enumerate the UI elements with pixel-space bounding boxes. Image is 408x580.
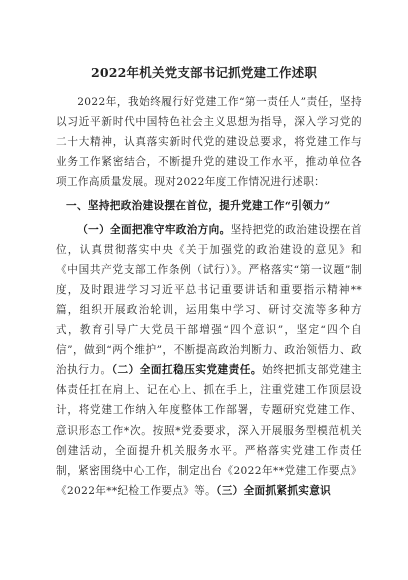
subsection-heading-1: （一）全面把准守牢政治方向。 xyxy=(77,223,231,236)
intro-paragraph: 2022年，我始终履行好党建工作“第一责任人”责任，坚持以习近平新时代中国特色社会主义思想为指导，深入学习党的二十大精神，认真落实新时代党的建设总要求，将党建工作与业务工作紧密结合，不断提升党的建设工作水平，推动单位各项工作高质量发展。现对2022年度工作情况进行述职： xyxy=(56,96,362,189)
section-1-paragraph xyxy=(56,220,362,501)
subsection-text-1: 坚持把党的政治建设摆在首位，认真贯彻落实中央《关于加强党的政治建设的意见》和《中国共产党支部工作条例（试行）》。严格落实“第一议题”制度，及时跟进学习习近平总书记重要讲话和重要指示精神**篇，组织开展政治轮训，运用集中学习、研讨交流等多种方式，教育引导广大党员干部增强“四个意识”，坚定“四个自信”，做到“两个维护”，不断提高政治判断力、政治领悟力、政治执行力。 xyxy=(56,223,363,377)
document-title: 2022年机关党支部书记抓党建工作述职 xyxy=(90,65,318,80)
subsection-text-2: 始终把抓支部党建主体责任扛在肩上、记在心上、抓在手上，注重党建工作顶层设计，将党建工作纳入年度整体工作部署，专题研究党建工作、意识形态工作*次。按照*党委要求，深入开展服务型模范机关创建活动，全面提升机关服务水平。严格落实党建工作责任制，紧密围绕中心工作，制定出台《2022年**党建工作要点》《2022年**纪检工作要点》等。 xyxy=(56,364,362,497)
document-body xyxy=(56,92,362,501)
section-heading-1: 一、坚持把政治建设摆在首位，提升党建工作“引领力” xyxy=(66,200,331,213)
subsection-heading-2: （二）全面扛稳压实党建责任。 xyxy=(111,364,263,377)
subsection-heading-3: （三）全面抓紧抓实意识 xyxy=(216,484,332,497)
